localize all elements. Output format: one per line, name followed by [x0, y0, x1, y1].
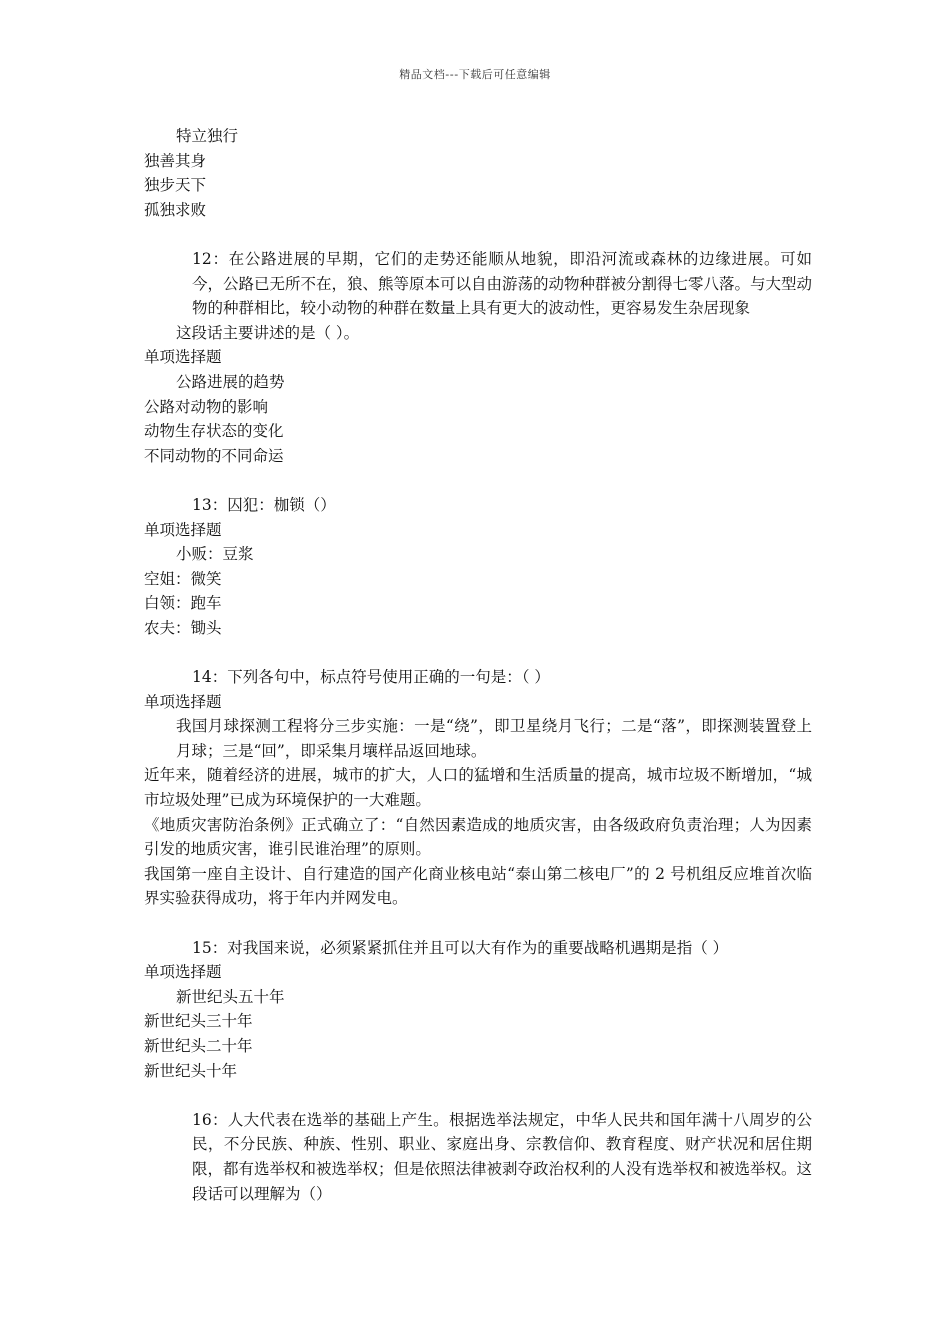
q14-option-d: 我国第一座自主设计、自行建造的国产化商业核电站“泰山第二核电厂”的 2 号机组反应堆首次临界实验获得成功，将于年内并网发电。 [144, 864, 812, 908]
document-body [144, 124, 812, 1206]
q13-option-c: 白领：跑车 [144, 594, 222, 613]
q14-option-b: 近年来，随着经济的进展，城市的扩大，人口的猛增和生活质量的提高，城市垃圾不断增加，“城市垃圾处理”已成为环境保护的一大难题。 [144, 766, 812, 810]
q15-option-b: 新世纪头三十年 [144, 1012, 253, 1031]
q12-question: 这段话主要讲述的是（ ）。 [176, 323, 360, 342]
q15-option-a: 新世纪头五十年 [176, 987, 285, 1006]
page-header: 精品文档---下载后可任意编辑 [399, 68, 551, 81]
q12-option-d: 不同动物的不同命运 [144, 446, 284, 465]
q13-option-b: 空姐：微笑 [144, 569, 222, 588]
q12-option-b: 公路对动物的影响 [144, 397, 269, 416]
q14-type: 单项选择题 [144, 692, 222, 711]
q12-type: 单项选择题 [144, 348, 222, 367]
q11-option-a: 特立独行 [176, 127, 239, 145]
q11-option-c: 独步天下 [144, 176, 207, 195]
q12-option-c: 动物生存状态的变化 [144, 422, 284, 441]
q11-option-d: 孤独求败 [144, 200, 207, 219]
q13-type: 单项选择题 [144, 520, 222, 539]
q15-stem: 15：对我国来说，必须紧紧抓住并且可以大有作为的重要战略机遇期是指（ ） [192, 938, 729, 957]
q12-option-a: 公路进展的趋势 [176, 372, 285, 391]
q15-option-d: 新世纪头十年 [144, 1061, 238, 1080]
q15-type: 单项选择题 [144, 963, 222, 982]
q12-stem: 12：在公路进展的早期，它们的走势还能顺从地貌，即沿河流或森林的边缘进展。可如今，公路已无所不在，狼、熊等原本可以自由游荡的动物种群被分割得七零八落。与大型动物的种群相比，较小动物的种群在数量上具有更大的波动性，更容易发生杂居现象 [192, 249, 813, 318]
q13-option-d: 农夫：锄头 [144, 618, 222, 637]
q13-option-a: 小贩：豆浆 [176, 545, 254, 564]
q13-stem: 13：囚犯：枷锁（） [192, 495, 336, 514]
q14-option-c: 《地质灾害防治条例》正式确立了：“自然因素造成的地质灾害，由各级政府负责治理；人为因素引发的地质灾害，谁引民谁治理”的原则。 [144, 815, 812, 859]
q11-option-b: 独善其身 [144, 151, 207, 170]
q14-stem: 14：下列各句中，标点符号使用正确的一句是：（ ） [192, 668, 550, 687]
q16-stem: 16：人大代表在选举的基础上产生。根据选举法规定，中华人民共和国年满十八周岁的公民，不分民族、种族、性别、职业、家庭出身、宗教信仰、教育程度、财产状况和居住期限，都有选举权和被选举权；但是依照法律被剥夺政治权利的人没有选举权和被选举权。这段话可以理解为（） [192, 1110, 813, 1203]
q15-option-c: 新世纪头二十年 [144, 1036, 253, 1055]
q14-option-a: 我国月球探测工程将分三步实施：一是“绕”，即卫星绕月飞行；二是“落”，即探测装置登上月球；三是“回”，即采集月壤样品返回地球。 [176, 717, 812, 760]
